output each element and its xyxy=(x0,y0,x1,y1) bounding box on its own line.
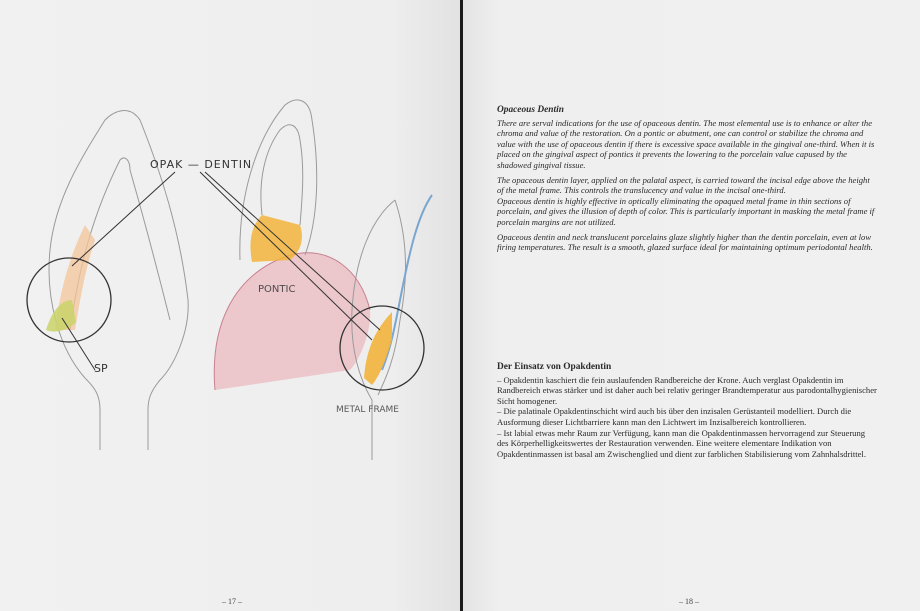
page-number-18: – 18 – xyxy=(679,597,699,606)
heading-einsatz-opakdentin: Der Einsatz von Opakdentin xyxy=(497,362,612,372)
en-paragraph-1: There are serval indications for the use of opaceous dentin. The most elemental use is to enhance or alter the chroma and value of the restoration. On a pontic or abutment, one can control or stabilize the chroma and value with the use of opaceous dentin if there is excessive space available in the gingival one-third. When it is placed on the gingival aspect of pontics it prevents the lowering to the porcelain value capused by the shadowed gingival tissue. xyxy=(497,117,875,170)
right-page xyxy=(463,0,920,611)
de-item-1: – Opakdentin kaschiert die fein auslaufenden Randbereiche der Krone. Auch verglast Opakdentin im Randbereich etwas stärker und ist daher auch bei relativ geringer Brandtemperatur aus parodontalhygienischer Sicht homogener. xyxy=(497,374,877,406)
heading-opaceous-dentin: Opaceous Dentin xyxy=(497,105,564,115)
label-opak-dentin: OPAK — DENTIN xyxy=(150,158,253,171)
de-item-3: – Ist labial etwas mehr Raum zur Verfügung, kann man die Opakdentinmassen hervorragend zur Steuerung des Körperhelligkeitswertes der Restauration verwenden. Eine weitere elementare Indikation von Opakdentinmassen ist basal am Zwischenglied und dient zur farblichen Stabilisierung vom Zahnhalsdrittel. xyxy=(497,427,866,459)
german-section xyxy=(497,362,877,459)
pontic-drawing xyxy=(214,100,370,390)
en-paragraph-3: Opaceous dentin is highly effective in optically eliminating the opaqued metal frame in thin sections of porcelain, and gives the illusion of depth of color. This is particularly important in masking the metal frame if porcelain margins are not utilized. xyxy=(497,195,875,227)
en-paragraph-2: The opaceous dentin layer, applied on the palatal aspect, is carried toward the incisal edge above the height of the metal frame. This controls the translucency and value in the incisal one-third. xyxy=(497,174,870,196)
label-pontic: PONTIC xyxy=(258,284,296,295)
label-metal-frame: METAL FRAME xyxy=(336,405,399,415)
label-sp: SP xyxy=(94,362,108,375)
en-paragraph-4: Opaceous dentin and neck translucent porcelains glaze slightly higher than the dentin porcelain, even at low firing temperatures. The result is a smooth, glazed surface ideal for maintaining optimum periodontal health. xyxy=(497,231,873,253)
page-number-17: – 17 – xyxy=(222,597,242,606)
de-item-2: – Die palatinale Opakdentinschicht wird auch bis über den inzisalen Gerüstanteil modelliert. Durch die Ausformung dieser Lichtbarriere kann man den Lichtwert im Inzisalbereich kontrollieren. xyxy=(497,406,852,427)
english-section xyxy=(497,105,877,257)
